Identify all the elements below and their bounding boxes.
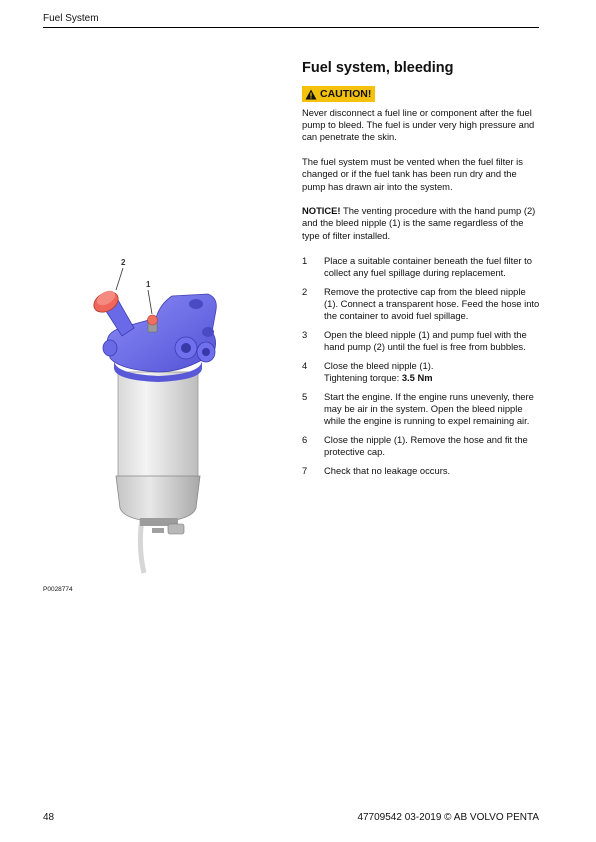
step-text: Remove the protective cap from the bleed nipple (1). Connect a transparent hose. Feed the hose into the container to avoid fuel spillage.	[324, 286, 540, 322]
step-number: 6	[302, 434, 308, 446]
figure-code: P0028774	[43, 586, 73, 593]
step-item	[302, 434, 542, 458]
notice-paragraph	[302, 205, 542, 242]
step-text: Place a suitable container beneath the fuel filter to collect any fuel spillage during replacement.	[324, 255, 532, 279]
step-number: 2	[302, 286, 308, 298]
step-item	[302, 391, 542, 427]
callout-2: 2	[121, 258, 126, 267]
content-column	[302, 60, 542, 484]
warning-triangle-icon	[305, 89, 317, 100]
section-title: Fuel system, bleeding	[302, 60, 454, 76]
step-item	[302, 286, 542, 322]
step-text: Check that no leakage occurs.	[324, 465, 451, 477]
page-number: 48	[43, 812, 55, 823]
step-text: Start the engine. If the engine runs unevenly, there may be air in the system. Open the bleed nipple while the engine is running to expel remaining air.	[324, 391, 534, 427]
callout-1: 1	[146, 280, 151, 289]
fuel-filter-illustration	[60, 248, 290, 578]
procedure-steps	[302, 255, 542, 477]
caution-text: Never disconnect a fuel line or component after the fuel pump to bleed. The fuel is under very high pressure and can penetrate the skin.	[302, 106, 535, 143]
running-header: Fuel System	[43, 13, 99, 24]
step-item	[302, 255, 542, 279]
notice-label: NOTICE!	[302, 204, 341, 216]
caution-badge	[302, 86, 375, 102]
header-rule	[43, 27, 539, 28]
step-number: 5	[302, 391, 308, 403]
intro-paragraph: The fuel system must be vented when the fuel filter is changed or if the fuel tank has been run dry and the pump has drawn air into the system.	[302, 155, 523, 192]
step-number: 4	[302, 360, 308, 372]
step-number: 3	[302, 329, 308, 341]
step-text-block	[324, 360, 542, 384]
step-number: 1	[302, 255, 308, 267]
step-item	[302, 360, 542, 384]
step-text: Close the nipple (1). Remove the hose and fit the protective cap.	[324, 434, 528, 458]
filter-base	[116, 476, 200, 522]
caution-label: CAUTION!	[320, 88, 372, 100]
step-item	[302, 329, 542, 353]
torque-label: Tightening torque:	[324, 372, 402, 384]
step-text: Open the bleed nipple (1) and pump fuel with the hand pump (2) until the fuel is free from bubbles.	[324, 329, 527, 353]
torque-value: 3.5 Nm	[401, 372, 433, 384]
notice-text: The venting procedure with the hand pump (2) and the bleed nipple (1) is the same regardless of the type of filter installed.	[302, 204, 536, 241]
step-text: Close the bleed nipple (1).	[324, 360, 434, 372]
filter-bowl	[118, 372, 198, 478]
step-item	[302, 465, 542, 477]
step-number: 7	[302, 465, 308, 477]
document-reference: 47709542 03-2019 © AB VOLVO PENTA	[357, 812, 539, 823]
